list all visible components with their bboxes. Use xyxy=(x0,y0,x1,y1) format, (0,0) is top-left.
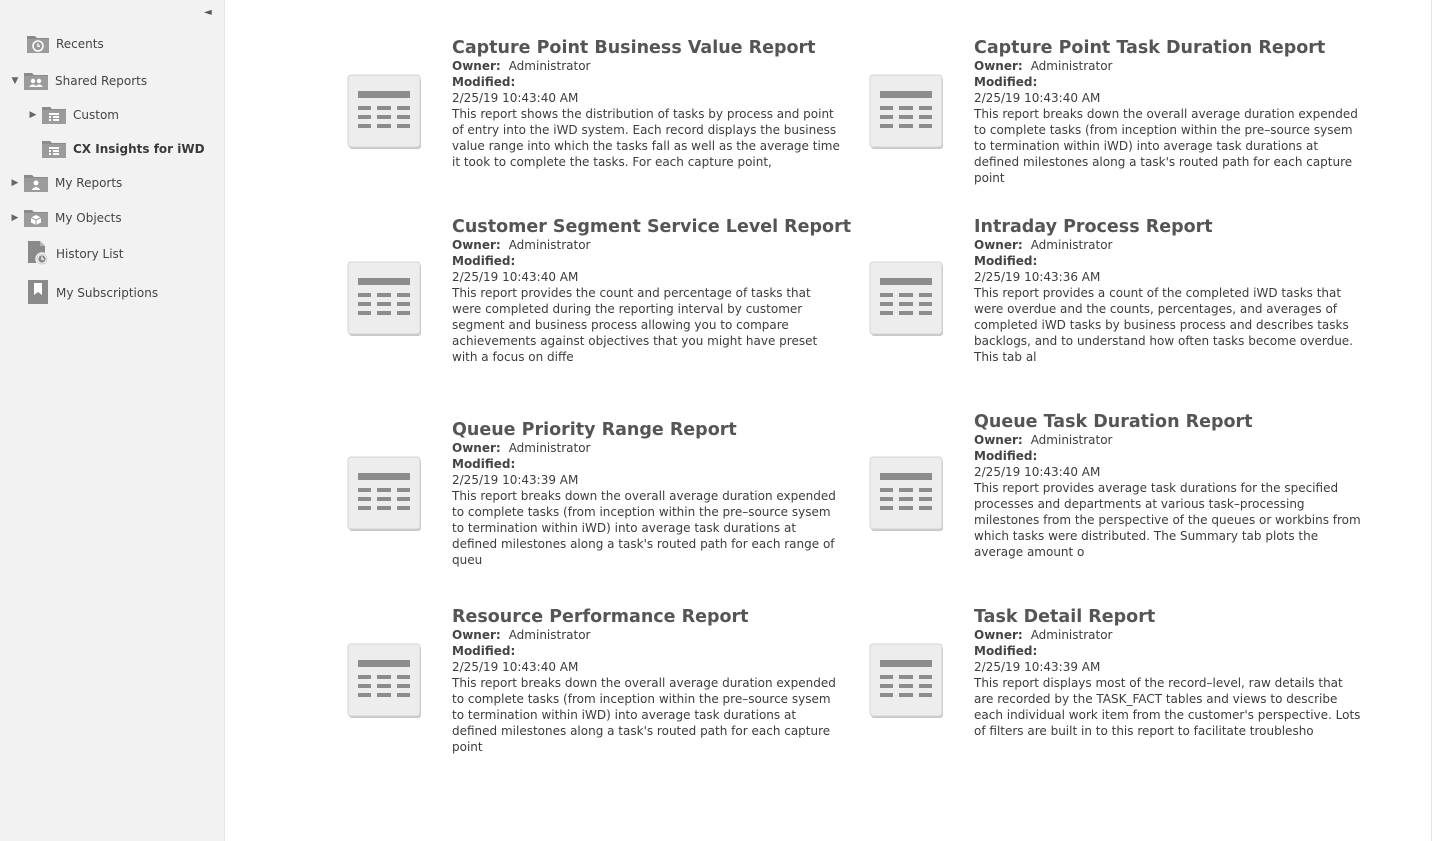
sidebar-item-label: Recents xyxy=(56,37,104,51)
report-thumbnail-icon[interactable] xyxy=(347,74,421,148)
modified-value: 2/25/19 10:43:39 AM xyxy=(452,473,579,487)
report-owner xyxy=(974,627,1369,643)
shared-folder-icon xyxy=(23,69,49,94)
report-owner xyxy=(452,440,847,456)
owner-label: Owner: xyxy=(452,628,501,642)
report-title[interactable]: Intraday Process Report xyxy=(974,217,1213,237)
report-info xyxy=(974,607,1369,739)
report-owner xyxy=(452,237,847,253)
report-card[interactable] xyxy=(869,412,1379,592)
report-owner xyxy=(452,627,847,643)
sidebar xyxy=(0,0,225,841)
owner-label: Owner: xyxy=(974,59,1023,73)
modified-value: 2/25/19 10:43:40 AM xyxy=(452,91,579,105)
owner-label: Owner: xyxy=(974,628,1023,642)
sidebar-item-label: Custom xyxy=(73,108,119,122)
report-description: This report provides the count and percentage of tasks that were completed during the reporting interval by customer segment and business process allowing you to compare achievements against objectives that you might have preset with a focus on diffe xyxy=(452,286,818,364)
owner-value: Administrator xyxy=(1030,628,1113,642)
owner-value: Administrator xyxy=(1030,59,1113,73)
report-thumbnail-icon[interactable] xyxy=(869,261,943,335)
sidebar-item-cx-insights[interactable] xyxy=(27,136,205,162)
reports-grid xyxy=(225,0,1432,841)
report-info xyxy=(452,217,852,365)
report-card[interactable] xyxy=(347,217,857,397)
owner-value: Administrator xyxy=(1030,433,1113,447)
report-thumbnail-icon[interactable] xyxy=(347,261,421,335)
modified-value: 2/25/19 10:43:39 AM xyxy=(974,660,1101,674)
modified-value: 2/25/19 10:43:40 AM xyxy=(974,91,1101,105)
report-description: This report breaks down the overall average duration expended to complete tasks (from inception within the pre–source sysem to termination within iWD) into average task durations at defined milestones along a task's routed path for each capture point xyxy=(974,107,1358,185)
modified-value: 2/25/19 10:43:40 AM xyxy=(974,465,1101,479)
modified-label: Modified: xyxy=(974,449,1038,463)
report-title[interactable]: Resource Performance Report xyxy=(452,607,749,627)
owner-label: Owner: xyxy=(974,433,1023,447)
report-info xyxy=(452,420,847,568)
report-description: This report displays most of the record–level, raw details that are recorded by the TASK_FACT tables and views to describe each individual work item from the customer's perspective. Lots of filters are built in to this report to facilitate troublesho xyxy=(974,676,1361,738)
report-folder-icon xyxy=(41,103,67,128)
report-card[interactable] xyxy=(869,607,1379,787)
collapse-arrow-icon[interactable]: ▼ xyxy=(11,76,19,86)
report-title[interactable]: Capture Point Business Value Report xyxy=(452,38,816,58)
clock-folder-icon xyxy=(26,32,50,57)
bookmark-icon xyxy=(26,279,50,308)
report-thumbnail-icon[interactable] xyxy=(347,456,421,530)
sidebar-item-label: My Objects xyxy=(55,211,122,225)
owner-label: Owner: xyxy=(452,238,501,252)
sidebar-item-my-objects[interactable] xyxy=(9,205,122,231)
report-info xyxy=(974,217,1369,365)
modified-label: Modified: xyxy=(452,644,516,658)
report-info xyxy=(452,607,847,755)
report-description: This report provides a count of the completed iWD tasks that were overdue and the counts, percentages, and averages of completed iWD tasks by business process and describes tasks backlogs, and to understand how often tasks become overdue. This tab al xyxy=(974,286,1353,364)
owner-value: Administrator xyxy=(508,238,591,252)
expand-arrow-icon[interactable]: ▶ xyxy=(11,213,19,223)
modified-label: Modified: xyxy=(452,254,516,268)
expand-arrow-icon[interactable]: ▶ xyxy=(29,110,37,120)
modified-label: Modified: xyxy=(974,254,1038,268)
report-card[interactable] xyxy=(347,420,857,600)
report-card[interactable] xyxy=(869,38,1379,218)
report-card[interactable] xyxy=(347,607,857,787)
report-owner xyxy=(974,237,1369,253)
owner-value: Administrator xyxy=(1030,238,1113,252)
modified-label: Modified: xyxy=(452,457,516,471)
owner-label: Owner: xyxy=(452,59,501,73)
report-thumbnail-icon[interactable] xyxy=(347,643,421,717)
report-description: This report shows the distribution of tasks by process and point of entry into the iWD system. Each record displays the business value range into which the tasks fall as well as the average time it took to complete the tasks. For each capture point, xyxy=(452,107,840,169)
report-thumbnail-icon[interactable] xyxy=(869,456,943,530)
modified-label: Modified: xyxy=(452,75,516,89)
sidebar-item-label: My Subscriptions xyxy=(56,286,159,300)
report-thumbnail-icon[interactable] xyxy=(869,74,943,148)
report-title[interactable]: Customer Segment Service Level Report xyxy=(452,217,852,237)
sidebar-item-recents[interactable] xyxy=(12,31,104,57)
owner-label: Owner: xyxy=(452,441,501,455)
modified-label: Modified: xyxy=(974,644,1038,658)
collapse-sidebar-button[interactable]: ◄ xyxy=(204,7,212,18)
sidebar-item-label: History List xyxy=(56,247,124,261)
owner-value: Administrator xyxy=(508,59,591,73)
report-owner xyxy=(974,432,1369,448)
user-folder-icon xyxy=(23,171,49,196)
cube-folder-icon xyxy=(23,206,49,231)
report-owner xyxy=(974,58,1369,74)
sidebar-item-shared-reports[interactable] xyxy=(9,68,147,94)
report-card[interactable] xyxy=(347,38,857,218)
expand-arrow-icon[interactable]: ▶ xyxy=(11,178,19,188)
report-info xyxy=(974,412,1369,560)
owner-label: Owner: xyxy=(974,238,1023,252)
report-thumbnail-icon[interactable] xyxy=(869,643,943,717)
sidebar-item-history-list[interactable] xyxy=(12,241,123,267)
report-owner xyxy=(452,58,847,74)
history-icon xyxy=(26,240,50,269)
sidebar-item-label: CX Insights for iWD xyxy=(73,142,205,156)
report-description: This report breaks down the overall average duration expended to complete tasks (from inception within the pre–source sysem to termination within iWD) into average task durations at defined milestones along a task's routed path for each capture point xyxy=(452,676,836,754)
owner-value: Administrator xyxy=(508,441,591,455)
modified-value: 2/25/19 10:43:36 AM xyxy=(974,270,1101,284)
owner-value: Administrator xyxy=(508,628,591,642)
report-folder-icon xyxy=(41,137,67,162)
report-title[interactable]: Task Detail Report xyxy=(974,607,1156,627)
report-title[interactable]: Queue Task Duration Report xyxy=(974,412,1253,432)
report-title[interactable]: Queue Priority Range Report xyxy=(452,420,737,440)
report-description: This report breaks down the overall average duration expended to complete tasks (from inception within the pre–source sysem to termination within iWD) into average task durations at defined milestones along a task's routed path for each range of queu xyxy=(452,489,836,567)
sidebar-item-my-reports[interactable] xyxy=(9,170,122,196)
report-info xyxy=(974,38,1369,186)
report-title[interactable]: Capture Point Task Duration Report xyxy=(974,38,1326,58)
sidebar-item-label: Shared Reports xyxy=(55,74,148,88)
modified-label: Modified: xyxy=(974,75,1038,89)
modified-value: 2/25/19 10:43:40 AM xyxy=(452,660,579,674)
report-card[interactable] xyxy=(869,217,1379,397)
sidebar-item-my-subscriptions[interactable] xyxy=(12,280,158,306)
sidebar-item-label: My Reports xyxy=(55,176,123,190)
sidebar-item-custom[interactable] xyxy=(27,102,119,128)
report-info xyxy=(452,38,847,170)
modified-value: 2/25/19 10:43:40 AM xyxy=(452,270,579,284)
report-description: This report provides average task durations for the specified processes and departments at various task–processing milestones from the perspective of the queues or workbins from which tasks were distributed. The Summary tab plots the average amount o xyxy=(974,481,1361,559)
